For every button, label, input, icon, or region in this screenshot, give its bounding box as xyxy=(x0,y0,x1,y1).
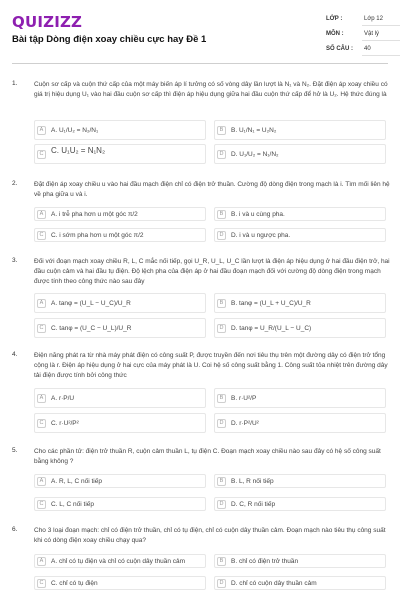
option-text: A. chỉ có tụ điện và chỉ có cuộn dây thuần cảm xyxy=(51,558,186,565)
option-badge: D xyxy=(217,579,226,588)
option-text: D. i và u ngược pha. xyxy=(231,232,291,239)
option-text: C. U₁U₂ = N₁N₂ xyxy=(51,146,106,155)
option-text: A. U₁/U₂ = N₂/N₁ xyxy=(51,127,99,134)
class-underline xyxy=(362,25,400,26)
worksheet-title: Bài tập Dòng điện xoay chiều cực hay Đề 1 xyxy=(12,34,207,45)
option-text: B. r·U²/P xyxy=(231,395,257,402)
option-badge: B xyxy=(217,210,226,219)
q5-option-a[interactable] xyxy=(34,474,206,488)
option-badge: B xyxy=(217,394,226,403)
option-text: D. tanφ = U_R/(U_L − U_C) xyxy=(231,325,312,332)
option-badge: D xyxy=(217,150,226,159)
option-text: C. chỉ có tụ điện xyxy=(51,580,98,587)
q4-option-b[interactable] xyxy=(214,388,386,408)
option-text: C. r·U²/P² xyxy=(51,420,79,427)
option-text: B. tanφ = (U_L + U_C)/U_R xyxy=(231,300,311,307)
class-value: Lớp 12 xyxy=(364,16,383,22)
option-badge: A xyxy=(37,394,46,403)
option-badge: C xyxy=(37,231,46,240)
q6-option-c[interactable] xyxy=(34,576,206,590)
option-text: A. R, L, C nối tiếp xyxy=(51,478,102,485)
question-stem: Cuộn sơ cấp và cuộn thứ cấp của một máy biến áp lí tưởng có số vòng dây lần lượt là N₁ và N₂. Đặt điện áp xoay chiều có giá trị hiệu dụng U₁ vào hai đầu cuộn sơ cấp thì điện áp hiệu dụng giữa hai đầu cuộn thứ cấp để hở là U₂. Hệ thức đúng là xyxy=(34,81,388,98)
option-badge: A xyxy=(37,299,46,308)
q1-option-d[interactable] xyxy=(214,144,386,164)
question-number: 5. xyxy=(12,447,18,454)
class-label: LỚP : xyxy=(326,16,343,22)
option-badge: B xyxy=(217,477,226,486)
q1-option-a[interactable] xyxy=(34,120,206,140)
option-text: C. tanφ = (U_C − U_L)/U_R xyxy=(51,325,132,332)
q4-option-c[interactable] xyxy=(34,413,206,433)
subject-underline xyxy=(362,40,400,41)
option-text: B. L, R nối tiếp xyxy=(231,478,274,485)
option-text: B. chỉ có điện trở thuần xyxy=(231,558,299,565)
question-stem: Đặt điện áp xoay chiều u vào hai đầu mạch điện chỉ có điện trở thuần. Cường độ dòng điện trong mạch là i. Tìm mối liên hệ về pha giữa u và i. xyxy=(34,181,390,198)
option-badge: B xyxy=(217,126,226,135)
q3-option-a[interactable] xyxy=(34,293,206,313)
option-badge: D xyxy=(217,231,226,240)
q6-option-b[interactable] xyxy=(214,554,386,568)
option-badge: C xyxy=(37,500,46,509)
question-stem: Điện năng phát ra từ nhà máy phát điện có công suất P, được truyền đến nơi tiêu thụ trên một đường dây có điện trở tổng cộng là r. Điện áp hiệu dụng ở hai cực của máy phát là U. Coi hệ số công suất bằng 1. Công suất tỏa nhiệt trên đường dây tải điện được tính bởi công thức xyxy=(34,352,388,379)
option-badge: B xyxy=(217,557,226,566)
option-badge: A xyxy=(37,210,46,219)
option-badge: C xyxy=(37,324,46,333)
worksheet-header xyxy=(0,0,400,62)
option-text: A. i trễ pha hơn u một góc π/2 xyxy=(51,211,138,218)
question-number: 1. xyxy=(12,80,18,87)
q4-option-d[interactable] xyxy=(214,413,386,433)
option-text: B. U₁/N₁ = U₂N₂ xyxy=(231,127,277,134)
question-stem: Cho 3 loại đoạn mạch: chỉ có điện trở thuần, chỉ có tụ điện, chỉ có cuộn dây thuần cảm. Đoạn mạch nào tiêu thụ công suất khi có dòng điện xoay chiều chạy qua? xyxy=(34,527,386,544)
question-stem: Cho các phần tử: điện trở thuần R, cuộn cảm thuần L, tụ điện C. Đoạn mạch xoay chiều nào sau đây có hệ số công suất bằng không ? xyxy=(34,448,381,465)
option-badge: D xyxy=(217,500,226,509)
question-number: 2. xyxy=(12,180,18,187)
q1-option-b[interactable] xyxy=(214,120,386,140)
question-number: 4. xyxy=(12,351,18,358)
option-badge: C xyxy=(37,150,46,159)
question-count-underline xyxy=(362,55,400,56)
q3-option-b[interactable] xyxy=(214,293,386,313)
question-number: 6. xyxy=(12,526,18,533)
q2-option-c[interactable] xyxy=(34,228,206,242)
option-badge: A xyxy=(37,557,46,566)
q1-option-c[interactable] xyxy=(34,144,206,164)
question-count-value: 40 xyxy=(364,46,371,52)
option-badge: A xyxy=(37,477,46,486)
option-badge: D xyxy=(217,324,226,333)
option-text: C. L, C nối tiếp xyxy=(51,501,94,508)
q6-option-a[interactable] xyxy=(34,554,206,568)
question-count-label: SỐ CÂU : xyxy=(326,46,353,52)
option-text: D. chỉ có cuộn dây thuần cảm xyxy=(231,580,317,587)
option-text: A. r·P/U xyxy=(51,395,75,402)
subject-label: MÔN : xyxy=(326,31,344,37)
option-badge: D xyxy=(217,419,226,428)
option-text: C. i sớm pha hơn u một góc π/2 xyxy=(51,232,144,239)
option-text: A. tanφ = (U_L − U_C)/U_R xyxy=(51,300,131,307)
q4-option-a[interactable] xyxy=(34,388,206,408)
q6-option-d[interactable] xyxy=(214,576,386,590)
question-stem: Đối với đoạn mạch xoay chiều R, L, C mắc nối tiếp, gọi U_R, U_L, U_C lần lượt là điện áp hiệu dụng ở hai đầu điện trở, hai đầu cuộn cảm và hai đầu tụ điện. Độ lệch pha của điện áp ở hai đầu đoạn mạch đối với cường độ dòng điện trong mạch được tính theo công thức nào sau đây xyxy=(34,258,390,285)
q2-option-d[interactable] xyxy=(214,228,386,242)
option-text: D. r·P²/U² xyxy=(231,420,259,427)
option-badge: B xyxy=(217,299,226,308)
q5-option-b[interactable] xyxy=(214,474,386,488)
q5-option-c[interactable] xyxy=(34,497,206,511)
q2-option-a[interactable] xyxy=(34,207,206,221)
option-text: B. i và u cùng pha. xyxy=(231,211,285,218)
option-badge: C xyxy=(37,419,46,428)
option-text: D. C, R nối tiếp xyxy=(231,501,276,508)
option-text: D. U₁/U₂ = N₁/N₂ xyxy=(231,151,279,158)
q5-option-d[interactable] xyxy=(214,497,386,511)
option-badge: C xyxy=(37,579,46,588)
subject-value: Vật lý xyxy=(364,31,380,37)
q2-option-b[interactable] xyxy=(214,207,386,221)
q3-option-d[interactable] xyxy=(214,318,386,338)
q3-option-c[interactable] xyxy=(34,318,206,338)
question-number: 3. xyxy=(12,257,18,264)
quizizz-logo: QUIZIZZ xyxy=(12,13,83,31)
option-badge: A xyxy=(37,126,46,135)
header-divider xyxy=(12,63,388,64)
